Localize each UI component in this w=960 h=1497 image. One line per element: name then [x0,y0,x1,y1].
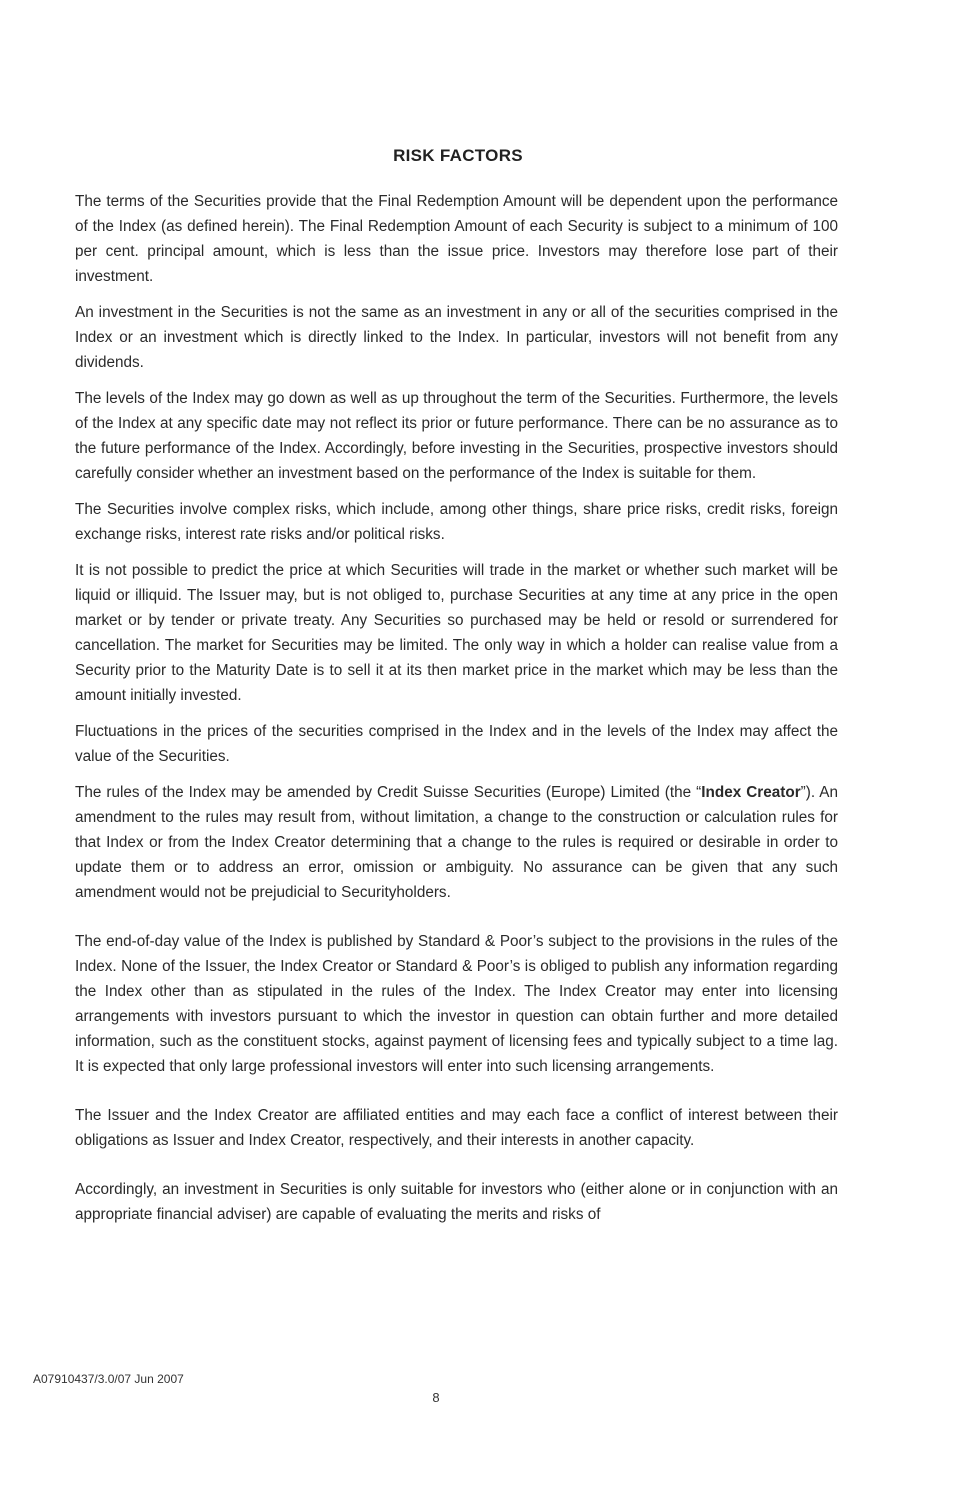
paragraph-market-price: It is not possible to predict the price at which Securities will trade in the market or whether such market will be liquid or illiquid. The Issuer may, but is not obliged to, purchase Securities at any time at any price in the open market or by tender or private treaty. Any Securities so purchased may be held or resold or surrendered for cancellation. The market for Securities may be limited. The only way in which a holder can realise value from a Security prior to the Maturity Date is to sell it at its then market price in the market which may be less than the amount initially invested. [75,562,838,704]
rules-text-before: The rules of the Index may be amended by Credit Suisse Securities (Europe) Limited (the “ [75,784,702,801]
paragraph-fluctuations: Fluctuations in the prices of the securities comprised in the Index and in the levels of the Index may affect the value of the Securities. [75,723,838,765]
paragraph-conflict-of-interest: The Issuer and the Index Creator are affiliated entities and may each face a conflict of interest between their obligations as Issuer and Index Creator, respectively, and their interests in another capacity. [75,1107,838,1149]
paragraph-complex-risks: The Securities involve complex risks, which include, among other things, share price risks, credit risks, foreign exchange risks, interest rate risks and/or political risks. [75,501,838,543]
paragraph-index-levels: The levels of the Index may go down as well as up throughout the term of the Securities. Furthermore, the levels of the Index at any specific date may not reflect its prior or future performance. There can be no assurance as to the future performance of the Index. Accordingly, before investing in the Securities, prospective investors should carefully consider whether an investment based on the performance of the Index is suitable for them. [75,390,838,482]
rules-text-after: ”). An amendment to the rules may result from, without limitation, a change to the construction or calculation rules for that Index or from the Index Creator determining that a change to the rules is required or desirable in order to update them or to address an error, omission or ambiguity. No assurance can be given that any such amendment would not be prejudicial to Securityholders. [75,784,838,901]
paragraph-index-rules [75,780,838,905]
page-number: 8 [432,1390,440,1405]
paragraph-suitability: Accordingly, an investment in Securities is only suitable for investors who (either alone or in conjunction with an appropriate financial adviser) are capable of evaluating the merits and risks of [75,1181,838,1223]
document-reference: A07910437/3.0/07 Jun 2007 [33,1372,184,1386]
paragraph-final-redemption: The terms of the Securities provide that the Final Redemption Amount will be dependent upon the performance of the Index (as defined herein). The Final Redemption Amount of each Security is subject to a minimum of 100 per cent. principal amount, which is less than the issue price. Investors may therefore lose part of their investment. [75,193,838,285]
page-title: RISK FACTORS [393,146,523,165]
paragraph-end-of-day-value: The end-of-day value of the Index is published by Standard & Poor’s subject to the provisions in the rules of the Index. None of the Issuer, the Index Creator or Standard & Poor’s is obliged to publish any information regarding the Index other than as stipulated in the rules of the Index. The Index Creator may enter into licensing arrangements with investors pursuant to which the investor in question can obtain further and more detailed information, such as the constituent stocks, against payment of licensing fees and typically subject to a time lag. It is expected that only large professional investors will enter into such licensing arrangements. [75,933,838,1075]
document-body [75,189,838,1227]
paragraph-investment-not-same: An investment in the Securities is not the same as an investment in any or all of the securities comprised in the Index or an investment which is directly linked to the Index. In particular, investors will not benefit from any dividends. [75,304,838,371]
index-creator-term: Index Creator [701,784,801,801]
